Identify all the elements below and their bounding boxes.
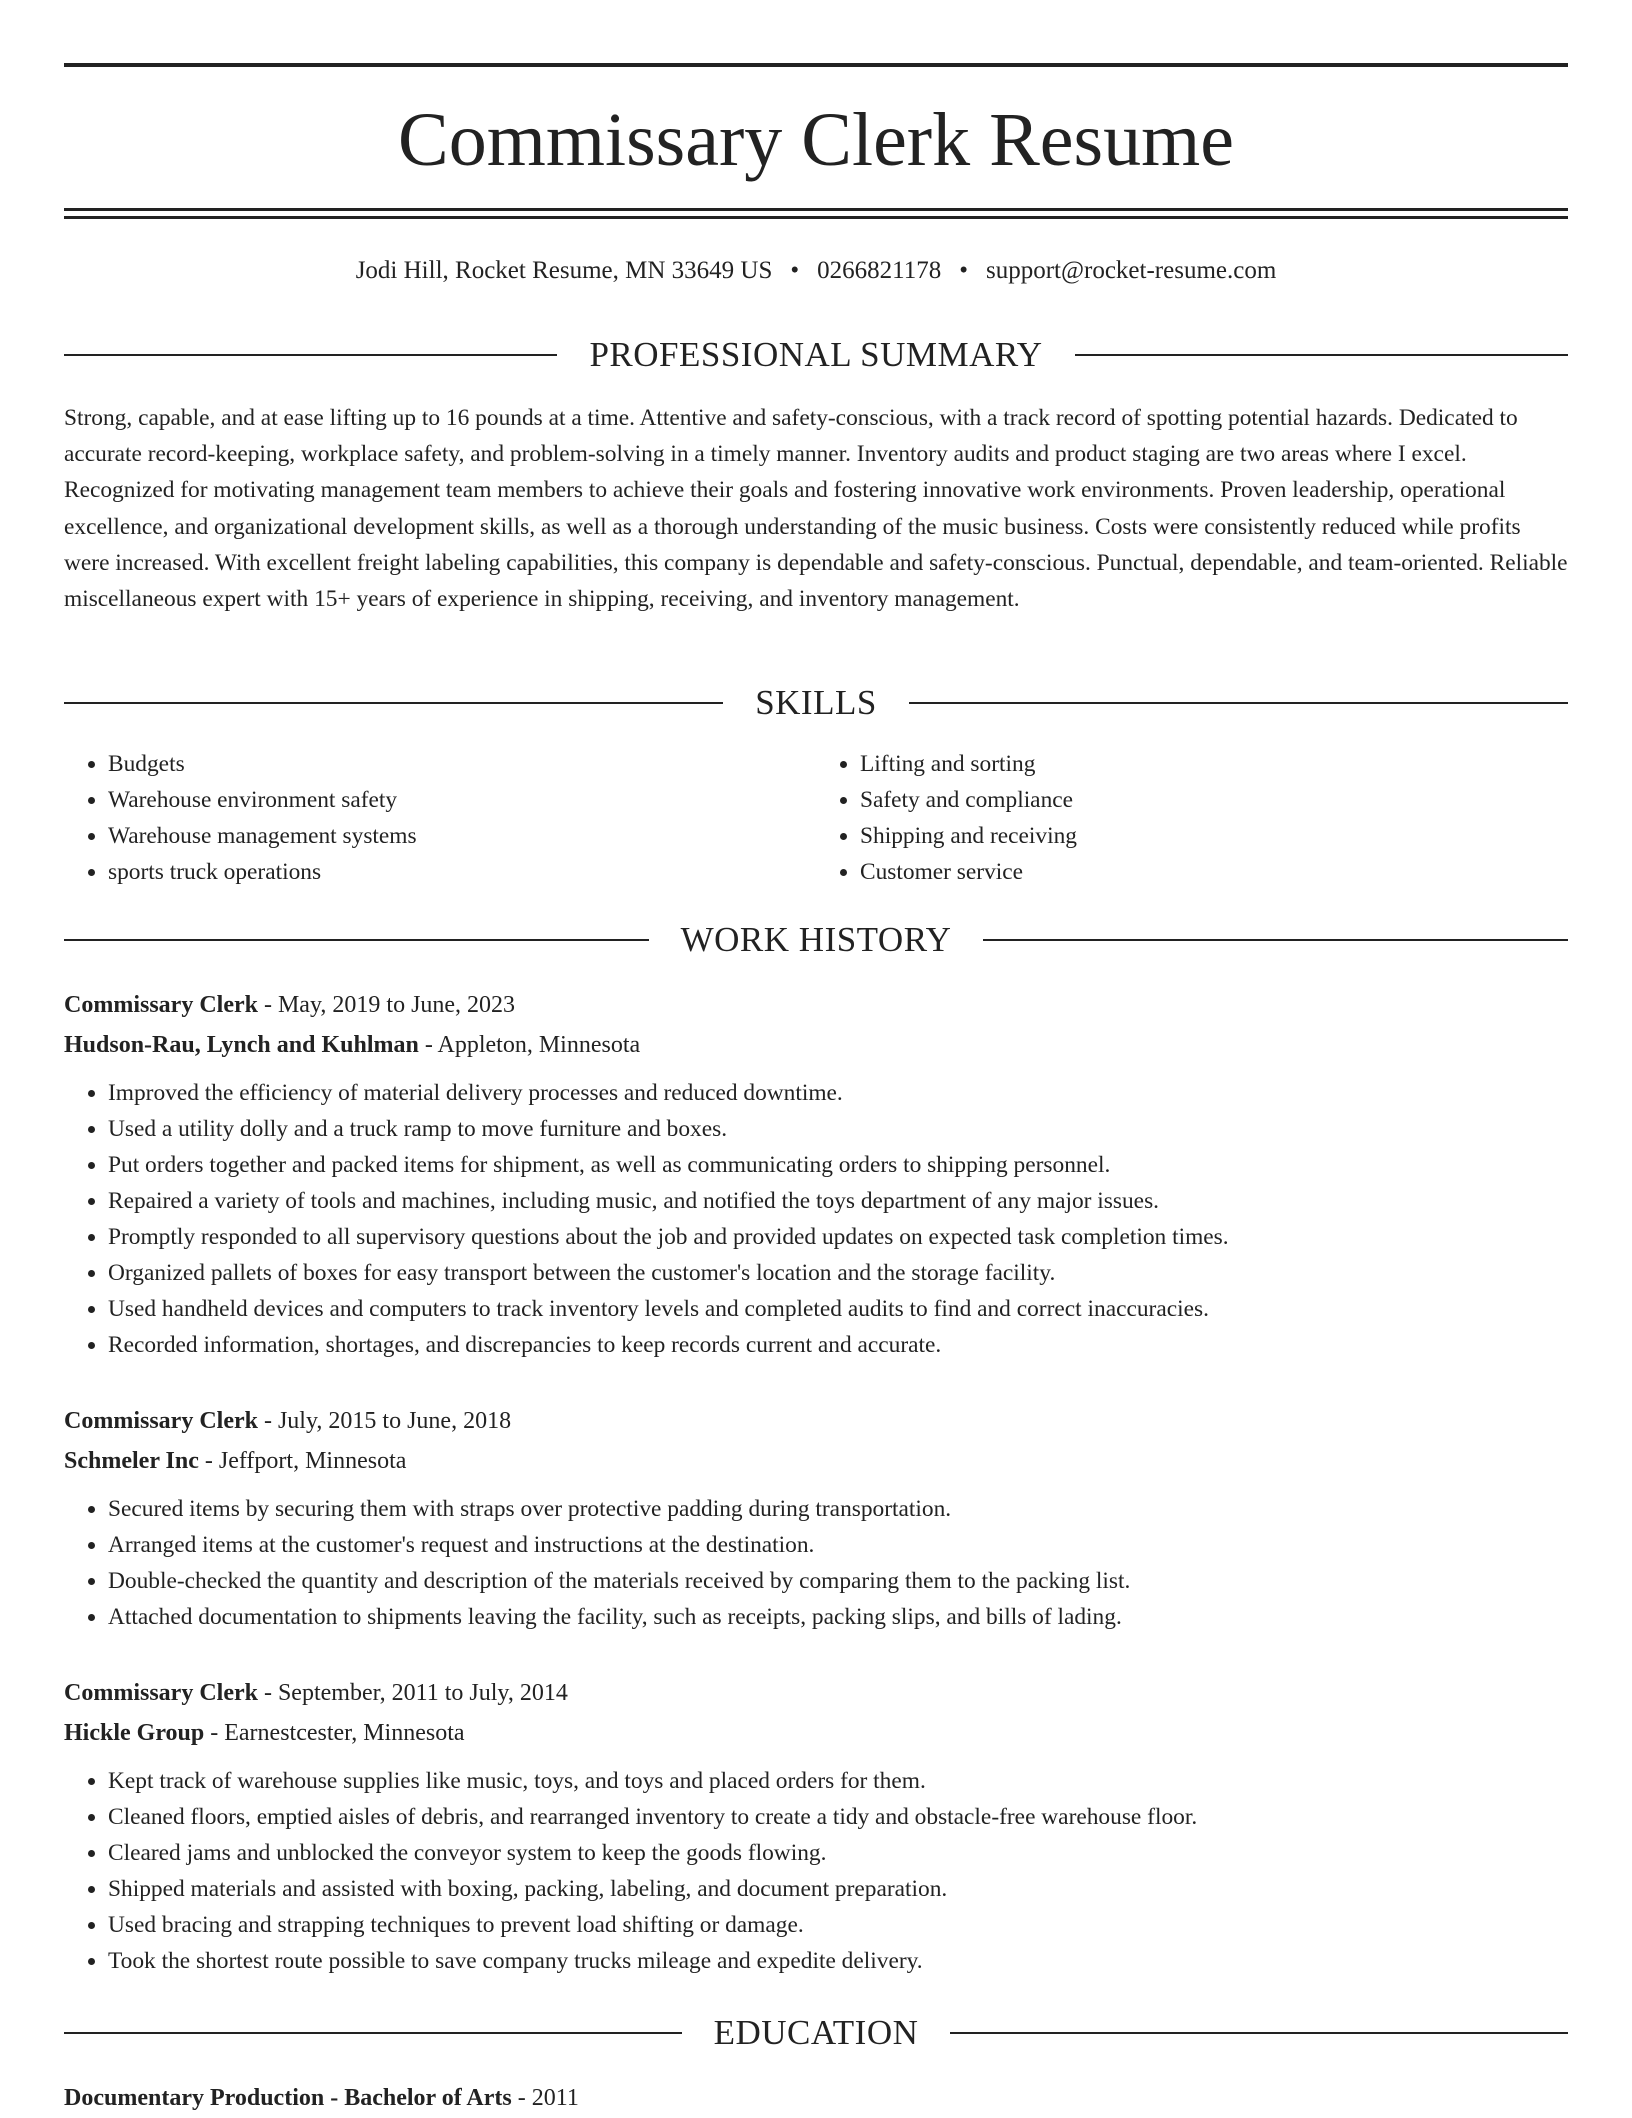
title-rule-upper xyxy=(64,208,1568,211)
top-rule xyxy=(64,63,1568,67)
section-rule xyxy=(909,702,1568,704)
skill-item: • sports truck operations xyxy=(108,854,816,890)
contact-line xyxy=(64,254,1568,288)
job-location: - Jeffport, Minnesota xyxy=(198,1448,407,1474)
job-bullet: • Promptly responded to all supervisory questions about the job and provided updates on expected task completion times. xyxy=(108,1219,1568,1255)
job-bullets xyxy=(64,1075,1568,1363)
job-title-line xyxy=(64,1401,1568,1441)
skills-list xyxy=(64,746,1568,890)
section-rule xyxy=(64,354,557,356)
job-entry xyxy=(64,1673,1568,1979)
contact-address: Jodi Hill, Rocket Resume, MN 33649 US xyxy=(355,257,773,284)
contact-separator: • xyxy=(790,257,800,284)
skill-item: • Customer service xyxy=(860,854,1568,890)
job-location: - Appleton, Minnesota xyxy=(418,1032,641,1058)
job-bullet: • Took the shortest route possible to save company trucks mileage and expedite delivery. xyxy=(108,1943,1568,1979)
section-rule xyxy=(983,939,1568,941)
contact-phone: 0266821178 xyxy=(817,257,942,284)
section-rule xyxy=(64,702,723,704)
job-entry xyxy=(64,985,1568,1363)
section-rule xyxy=(950,2032,1568,2034)
job-company-line xyxy=(64,1025,1568,1065)
education-degree: Documentary Production - Bachelor of Arts xyxy=(64,2085,512,2111)
job-company: Hickle Group xyxy=(64,1720,205,1746)
work-section-header xyxy=(64,918,1568,962)
job-location: - Earnestcester, Minnesota xyxy=(204,1720,465,1746)
job-bullet: • Improved the efficiency of material delivery processes and reduced downtime. xyxy=(108,1075,1568,1111)
job-title: Commissary Clerk xyxy=(64,1680,258,1706)
section-heading: PROFESSIONAL SUMMARY xyxy=(589,335,1043,374)
skill-item: • Safety and compliance xyxy=(860,782,1568,818)
skill-item: • Shipping and receiving xyxy=(860,818,1568,854)
job-company: Schmeler Inc xyxy=(64,1448,199,1474)
resume-title: Commissary Clerk Resume xyxy=(398,98,1234,182)
summary-text: Strong, capable, and at ease lifting up to 16 pounds at a time. Attentive and safety-conscious, with a track record of spotting potential hazards. Dedicated to accurate record-keeping, workplace safety, and problem-solving in a timely manner. Inventory audits and product staging are two areas where I excel. Recognized for motivating management team members to achieve their goals and fostering innovative work environments. Proven leadership, operational excellence, and organizational development skills, as well as a thorough understanding of the music business. Costs were consistently reduced while profits were increased. With excellent freight labeling capabilities, this company is dependable and safety-conscious. Punctual, dependable, and team-oriented. Reliable miscellaneous expert with 15+ years of experience in shipping, receiving, and inventory management. xyxy=(64,405,1568,613)
skill-item: • Warehouse management systems xyxy=(108,818,816,854)
job-dates: - September, 2011 to July, 2014 xyxy=(257,1680,568,1706)
job-bullet: • Secured items by securing them with straps over protective padding during transportation. xyxy=(108,1491,1568,1527)
job-bullets xyxy=(64,1763,1568,1979)
job-bullet: • Arranged items at the customer's request and instructions at the destination. xyxy=(108,1527,1568,1563)
job-bullet: • Attached documentation to shipments leaving the facility, such as receipts, packing slips, and bills of lading. xyxy=(108,1599,1568,1635)
skills-column-left xyxy=(64,746,816,890)
skill-item: • Lifting and sorting xyxy=(860,746,1568,782)
job-dates: - May, 2019 to June, 2023 xyxy=(257,992,516,1018)
job-company-line xyxy=(64,1713,1568,1753)
job-bullet: • Cleaned floors, emptied aisles of debris, and rearranged inventory to create a tidy and obstacle-free warehouse floor. xyxy=(108,1799,1568,1835)
job-dates: - July, 2015 to June, 2018 xyxy=(257,1408,512,1434)
job-bullet: • Used a utility dolly and a truck ramp to move furniture and boxes. xyxy=(108,1111,1568,1147)
job-bullet: • Recorded information, shortages, and discrepancies to keep records current and accurate. xyxy=(108,1327,1568,1363)
job-bullet: • Double-checked the quantity and description of the materials received by comparing them to the packing list. xyxy=(108,1563,1568,1599)
education-year: - 2011 xyxy=(511,2085,579,2111)
skills-column-right xyxy=(816,746,1568,890)
skill-item: • Budgets xyxy=(108,746,816,782)
summary-section-header xyxy=(64,333,1568,377)
job-bullet: • Kept track of warehouse supplies like music, toys, and toys and placed orders for them. xyxy=(108,1763,1568,1799)
job-bullet: • Organized pallets of boxes for easy transport between the customer's location and the storage facility. xyxy=(108,1255,1568,1291)
job-bullet: • Used bracing and strapping techniques to prevent load shifting or damage. xyxy=(108,1907,1568,1943)
section-rule xyxy=(64,2032,682,2034)
section-rule xyxy=(1075,354,1568,356)
job-title-line xyxy=(64,1673,1568,1713)
job-company: Hudson-Rau, Lynch and Kuhlman xyxy=(64,1032,419,1058)
skill-item: • Warehouse environment safety xyxy=(108,782,816,818)
job-bullet: • Shipped materials and assisted with boxing, packing, labeling, and document preparation. xyxy=(108,1871,1568,1907)
contact-email: support@rocket-resume.com xyxy=(985,257,1277,284)
job-bullet: • Cleared jams and unblocked the conveyor system to keep the goods flowing. xyxy=(108,1835,1568,1871)
job-bullet: • Repaired a variety of tools and machines, including music, and notified the toys department of any major issues. xyxy=(108,1183,1568,1219)
section-heading: WORK HISTORY xyxy=(680,920,952,959)
education-entry xyxy=(64,2078,1568,2118)
section-heading: SKILLS xyxy=(755,683,877,722)
skills-section-header xyxy=(64,681,1568,725)
job-bullet: • Put orders together and packed items for shipment, as well as communicating orders to shipping personnel. xyxy=(108,1147,1568,1183)
contact-separator: • xyxy=(959,257,968,284)
job-title-line xyxy=(64,985,1568,1025)
job-bullets xyxy=(64,1491,1568,1635)
job-title: Commissary Clerk xyxy=(64,992,258,1018)
job-bullet: • Used handheld devices and computers to track inventory levels and completed audits to find and correct inaccuracies. xyxy=(108,1291,1568,1327)
section-rule xyxy=(64,939,649,941)
job-title: Commissary Clerk xyxy=(64,1408,258,1434)
section-heading: EDUCATION xyxy=(713,2013,919,2052)
job-company-line xyxy=(64,1441,1568,1481)
job-entry xyxy=(64,1401,1568,1635)
title-rule-lower xyxy=(64,216,1568,219)
education-section-header xyxy=(64,2011,1568,2055)
